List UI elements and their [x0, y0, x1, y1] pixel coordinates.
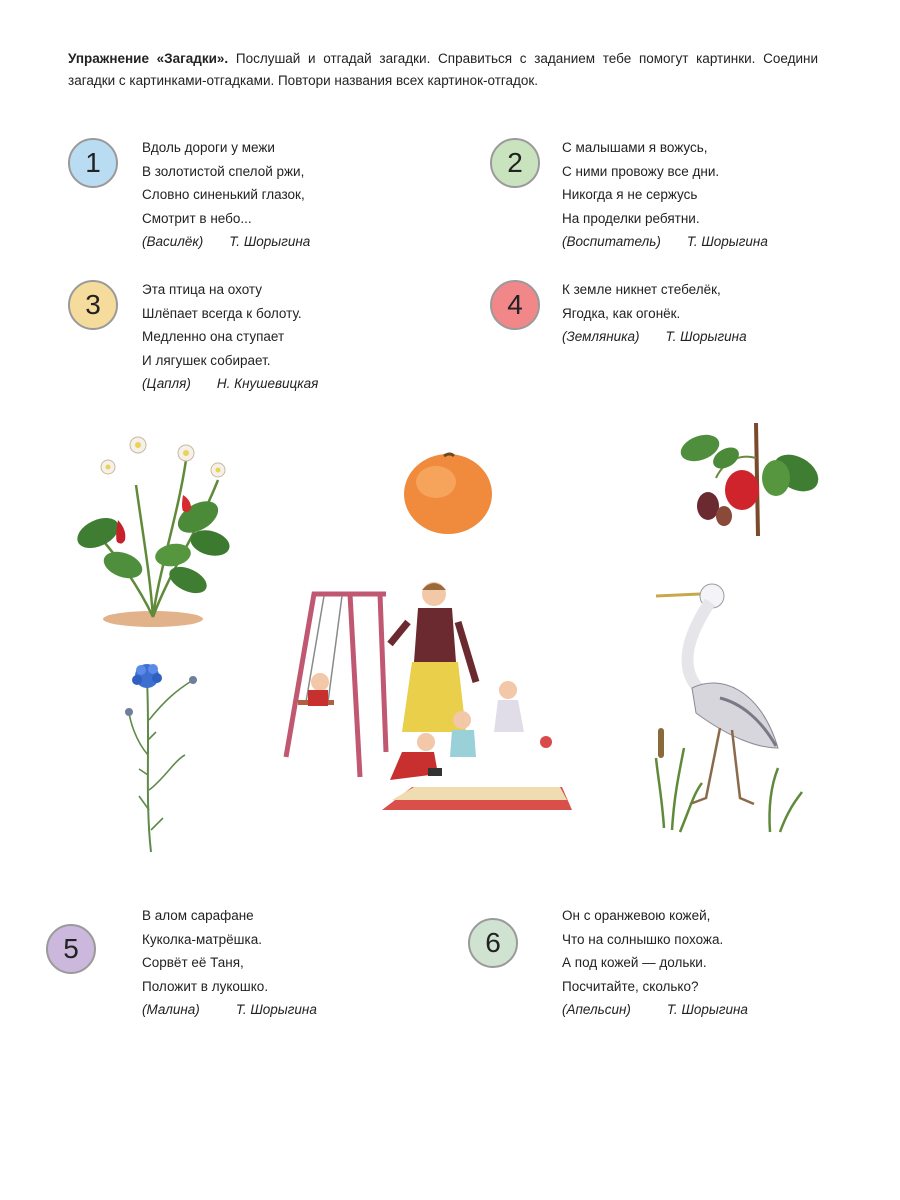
riddle-number: 4: [507, 289, 523, 320]
riddle-line: В золотистой спелой ржи,: [142, 163, 305, 179]
riddle-citation: [562, 998, 748, 1022]
riddle-line: А под кожей — дольки.: [562, 955, 707, 970]
riddle-line: Куколка-матрёшка.: [142, 931, 262, 947]
riddle-author: Т. Шорыгина: [666, 1002, 748, 1017]
riddle-line: И лягушек собирает.: [142, 352, 271, 368]
riddle-citation: [142, 230, 310, 254]
strawberry-plant-picture: [68, 425, 238, 630]
exercise-instructions: Послушай и отгадай загадки. Справиться с заданием тебе помогут картинки. Соедини загадки с картинками-отгадками. Повтори названия всех картинок-отгадок.: [68, 51, 818, 88]
riddle-line: К земле никнет стебелёк,: [562, 282, 721, 297]
riddle-line: Вдоль дороги у межи: [142, 140, 275, 155]
teacher-with-children-picture: [262, 582, 580, 827]
riddle-citation: [562, 230, 768, 254]
riddle-answer: (Земляника): [562, 329, 640, 344]
riddle-author: Т. Шорыгина: [229, 234, 311, 249]
riddle-answer: (Воспитатель): [562, 234, 661, 249]
riddle-number: 1: [85, 147, 101, 178]
riddle-answer: (Цапля): [142, 376, 191, 391]
riddle-line: Словно синенький глазок,: [142, 187, 305, 202]
riddle-author: Т. Шорыгина: [665, 329, 747, 344]
riddle-number: 3: [85, 289, 101, 320]
riddle-line: Медленно она ступает: [142, 329, 285, 344]
riddle-line: Шлёпает всегда к болоту.: [142, 305, 302, 321]
riddle-answer: (Апельсин): [562, 1002, 631, 1017]
riddle-line: Никогда я не сержусь: [562, 187, 698, 202]
riddle-number-badge: [46, 924, 96, 974]
riddle-number: 5: [63, 933, 79, 964]
riddle-number-badge: [468, 918, 518, 968]
riddle-line: В алом сарафане: [142, 908, 254, 923]
riddle-number-badge: [490, 280, 540, 330]
riddle-line: Посчитайте, сколько?: [562, 978, 699, 994]
riddle-number-badge: [68, 280, 118, 330]
riddle-number: 2: [507, 147, 523, 178]
riddle-line: На проделки ребятни.: [562, 210, 700, 226]
riddle-line: Что на солнышко похожа.: [562, 931, 724, 947]
riddle-author: Т. Шорыгина: [686, 234, 768, 249]
riddle-line: Он с оранжевою кожей,: [562, 908, 711, 923]
riddle-line: Сорвёт её Таня,: [142, 955, 244, 970]
exercise-intro: [68, 48, 818, 92]
riddle-line: Ягодка, как огонёк.: [562, 305, 681, 321]
cornflower-picture: [115, 660, 205, 855]
riddle-citation: [142, 372, 318, 396]
riddle-number-badge: [490, 138, 540, 188]
raspberry-branch-picture: [678, 418, 823, 543]
riddle-number-badge: [68, 138, 118, 188]
riddle-line: Положит в лукошко.: [142, 978, 269, 994]
riddle-line: С малышами я вожусь,: [562, 140, 708, 155]
riddle-line: С ними провожу все дни.: [562, 163, 720, 179]
riddle-citation: [142, 998, 317, 1022]
riddle-citation: [562, 325, 747, 349]
riddle-line: Эта птица на охоту: [142, 282, 262, 297]
orange-picture: [400, 448, 496, 538]
exercise-title: Упражнение «Загадки».: [68, 51, 229, 66]
heron-picture: [650, 578, 810, 843]
riddle-answer: (Василёк): [142, 234, 204, 249]
riddle-answer: (Малина): [142, 1002, 200, 1017]
riddle-author: Н. Кнушевицкая: [216, 376, 319, 391]
riddle-line: Смотрит в небо...: [142, 210, 252, 226]
riddle-number: 6: [485, 927, 501, 958]
riddle-author: Т. Шорыгина: [235, 1002, 317, 1017]
